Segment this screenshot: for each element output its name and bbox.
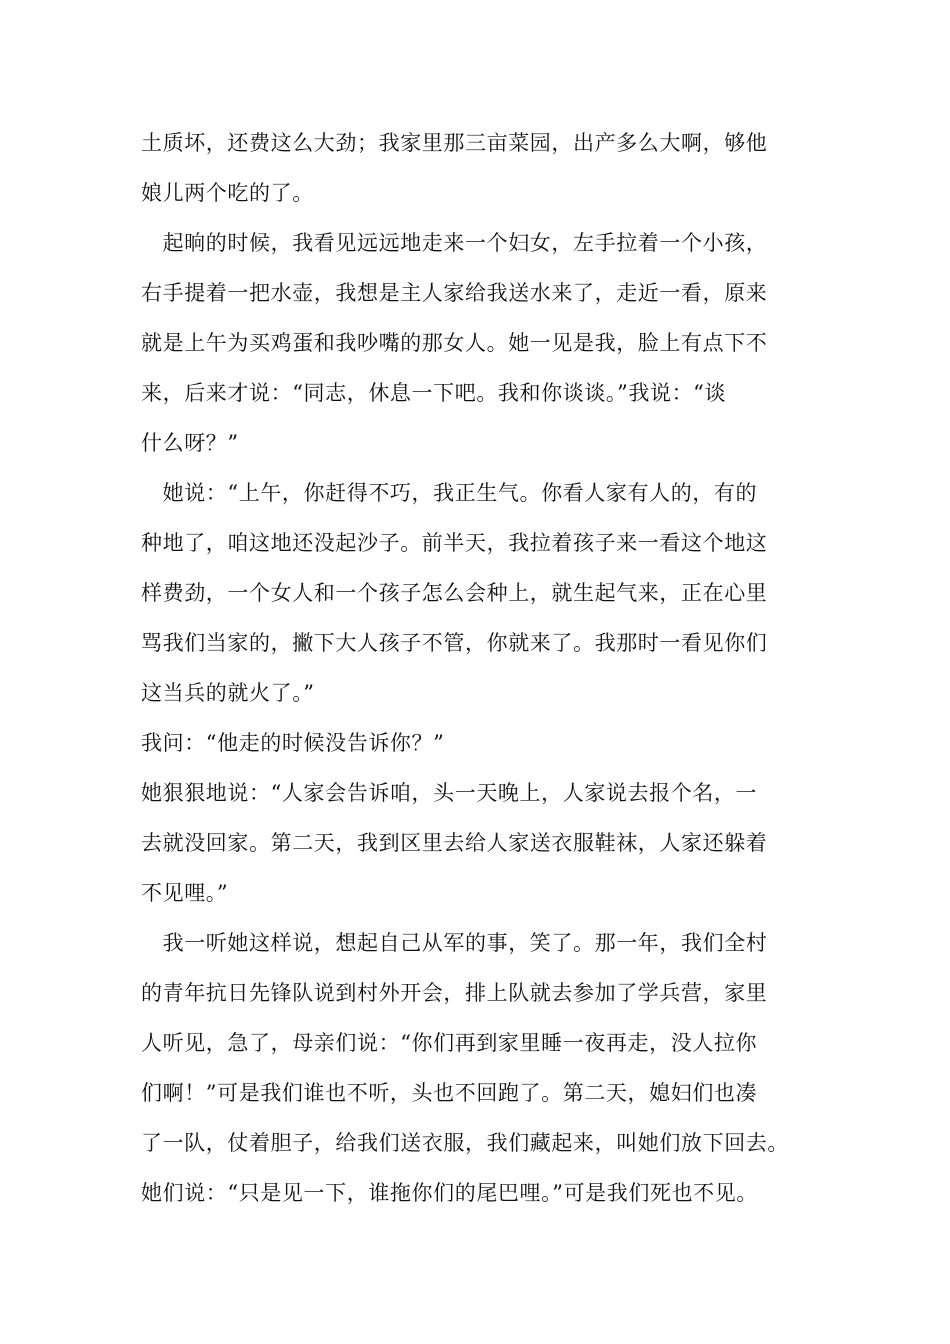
text-line: 她说：“上午，你赶得不巧，我正生气。你看人家有人的，有的 <box>141 481 758 505</box>
text-line: 来，后来才说：“同志，休息一下吧。我和你谈谈。”我说：“谈 <box>141 381 727 405</box>
text-line: 骂我们当家的，撇下大人孩子不管，你就来了。我那时一看见你们 <box>141 631 768 655</box>
text-line: 种地了，咱这地还没起沙子。前半天，我拉着孩子来一看这个地这 <box>141 531 768 555</box>
text-line: 她们说：“只是见一下，谁拖你们的尾巴哩。”可是我们死也不见。 <box>141 1181 758 1205</box>
text-line: 我问：“他走的时候没告诉你？” <box>141 731 445 755</box>
text-line: 不见哩。” <box>141 881 229 905</box>
text-line: 土质坏，还费这么大劲；我家里那三亩菜园，出产多么大啊，够他 <box>141 131 768 155</box>
text-line: 就是上午为买鸡蛋和我吵嘴的那女人。她一见是我，脸上有点下不 <box>141 331 768 355</box>
text-line: 起晌的时候，我看见远远地走来一个妇女，左手拉着一个小孩， <box>141 231 768 255</box>
text-line: 们啊！”可是我们谁也不听，头也不回跑了。第二天，媳妇们也凑 <box>141 1081 758 1105</box>
text-line: 娘儿两个吃的了。 <box>141 181 314 205</box>
text-line: 的青年抗日先锋队说到村外开会，排上队就去参加了学兵营，家里 <box>141 981 768 1005</box>
text-line: 了一队，仗着胆子，给我们送衣服，我们藏起来，叫她们放下回去。 <box>141 1131 789 1155</box>
text-line: 右手提着一把水壶，我想是主人家给我送水来了，走近一看，原来 <box>141 281 768 305</box>
body-text <box>141 118 801 1218</box>
text-line: 这当兵的就火了。” <box>141 681 315 705</box>
text-line: 她狠狠地说：“人家会告诉咱，头一天晚上，人家说去报个名，一 <box>141 781 758 805</box>
text-line: 样费劲，一个女人和一个孩子怎么会种上，就生起气来，正在心里 <box>141 581 768 605</box>
text-line: 什么呀？” <box>141 431 239 455</box>
text-line: 人听见，急了，母亲们说：“你们再到家里睡一夜再走，没人拉你 <box>141 1031 758 1055</box>
text-line: 去就没回家。第二天，我到区里去给人家送衣服鞋袜，人家还躲着 <box>141 831 768 855</box>
text-line: 我一听她这样说，想起自己从军的事，笑了。那一年，我们全村 <box>141 931 768 955</box>
